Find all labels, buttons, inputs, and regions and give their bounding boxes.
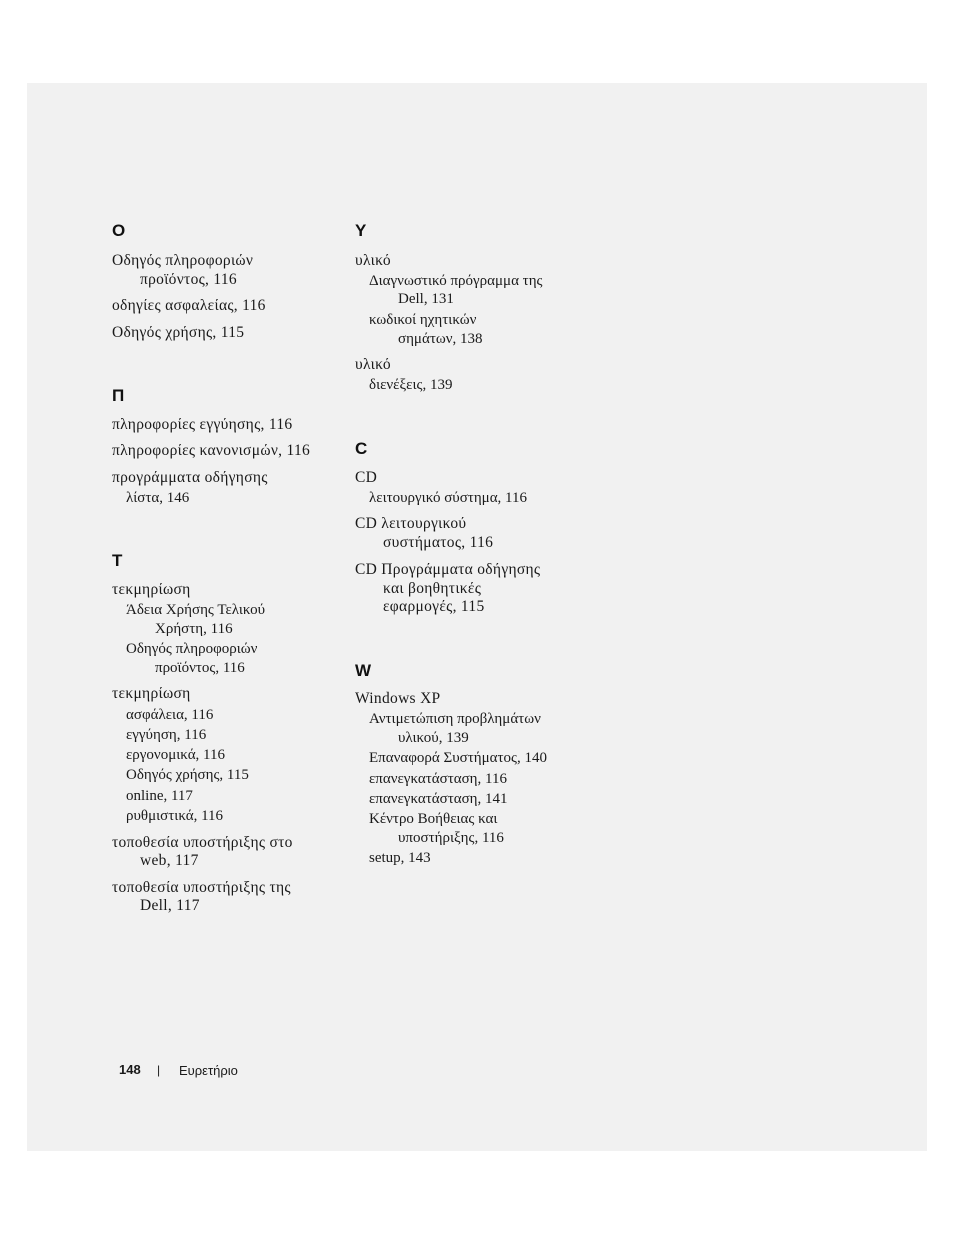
index-section-letter: Υ (355, 221, 367, 240)
index-entry: Οδηγός χρήσης, 115 (126, 767, 249, 783)
index-entry: οδηγίες ασφαλείας, 116 (112, 297, 266, 314)
page-number: 148 (119, 1062, 141, 1077)
index-section-letter: Ο (112, 221, 126, 240)
index-entry: πληροφορίες εγγύησης, 116 (112, 416, 293, 433)
index-entry: προϊόντος, 116 (155, 660, 245, 676)
index-entry: Επαναφορά Συστήματος, 140 (369, 750, 547, 766)
index-entry: Διαγνωστικό πρόγραμμα της (369, 273, 543, 289)
index-entry: Αντιμετώπιση προβλημάτων (369, 711, 541, 727)
index-entry: εφαρμογές, 115 (383, 598, 485, 615)
index-entry: προϊόντος, 116 (140, 271, 237, 288)
index-entry: setup, 143 (369, 850, 431, 866)
index-entry: Windows XP (355, 690, 441, 707)
index-entry: CD Προγράμματα οδήγησης (355, 561, 541, 578)
index-entry: εργονομικά, 116 (126, 747, 226, 763)
index-entry: web, 117 (140, 852, 199, 869)
index-entry: επανεγκατάσταση, 141 (369, 791, 508, 807)
index-entry: Άδεια Χρήσης Τελικού (126, 602, 266, 618)
index-entry: συστήματος, 116 (383, 534, 494, 551)
index-entry: Dell, 117 (140, 897, 200, 914)
index-entry: online, 117 (126, 788, 193, 804)
footer-section-title: Ευρετήριο (179, 1063, 238, 1078)
index-entry: ασφάλεια, 116 (126, 707, 214, 723)
index-entry: διενέξεις, 139 (369, 377, 453, 393)
index-section-letter: C (355, 439, 368, 458)
index-entry: πληροφορίες κανονισμών, 116 (112, 442, 311, 459)
footer-separator: | (157, 1063, 161, 1077)
index-entry: λίστα, 146 (126, 490, 190, 506)
index-entry: υποστήριξης, 116 (398, 830, 504, 846)
index-entry: Οδηγός πληροφοριών (126, 641, 258, 657)
index-entry: CD (355, 469, 378, 486)
index-entry: τοποθεσία υποστήριξης στο (112, 834, 293, 851)
index-entry: Κέντρο Βοήθειας και (369, 811, 498, 827)
index-section-letter: Τ (112, 551, 123, 570)
index-entry: κωδικοί ηχητικών (369, 312, 477, 328)
index-entry: υλικό (355, 252, 391, 269)
index-entry: τεκμηρίωση (112, 581, 191, 598)
index-entry: Οδηγός πληροφοριών (112, 252, 254, 269)
index-entry: Χρήστη, 116 (155, 621, 233, 637)
index-entry: τοποθεσία υποστήριξης της (112, 879, 291, 896)
index-entry: επανεγκατάσταση, 116 (369, 771, 507, 787)
index-entry: εγγύηση, 116 (126, 727, 207, 743)
index-entry: ρυθμιστικά, 116 (126, 808, 224, 824)
index-section-letter: W (355, 661, 372, 680)
index-entry: υλικού, 139 (398, 730, 469, 746)
index-entry: CD λειτουργικού (355, 515, 467, 532)
index-entry: υλικό (355, 356, 391, 373)
index-entry: και βοηθητικές (383, 580, 482, 597)
index-entry: λειτουργικό σύστημα, 116 (369, 490, 528, 506)
index-entry: τεκμηρίωση (112, 685, 191, 702)
index-entry: Οδηγός χρήσης, 115 (112, 324, 245, 341)
index-section-letter: Π (112, 386, 125, 405)
index-entry: Dell, 131 (398, 291, 454, 307)
index-entry: προγράμματα οδήγησης (112, 469, 268, 486)
index-entry: σημάτων, 138 (398, 331, 483, 347)
